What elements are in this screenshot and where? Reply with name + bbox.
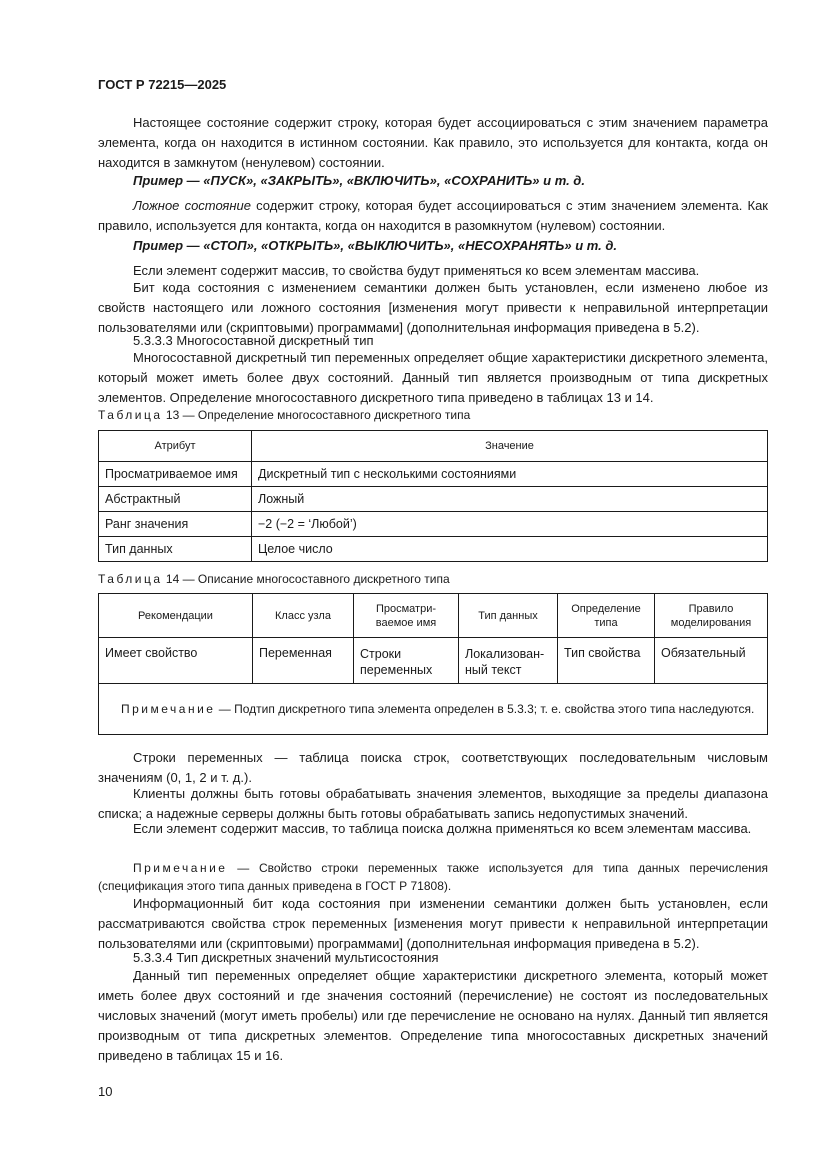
table14-header-row xyxy=(99,594,768,638)
table14-header-node-class: Класс узла xyxy=(253,594,354,638)
table13-caption xyxy=(98,408,470,422)
paragraph-variable-strings: Строки переменных — таблица поиска строк, соответствующих последовательным числовым значениям (0, 1, 2 и т. д.). xyxy=(98,750,768,785)
table-row xyxy=(99,462,768,487)
table14 xyxy=(98,593,768,735)
table14-cell: Тип свойства xyxy=(558,638,655,684)
table13 xyxy=(98,430,768,562)
table13-cell: Дискретный тип с несколькими состояниями xyxy=(252,462,768,487)
table13-cell: Ложный xyxy=(252,487,768,512)
table14-note-label: Примечание xyxy=(121,702,216,716)
table13-cell: −2 (−2 = ‘Любой’) xyxy=(252,512,768,537)
table13-cell: Тип данных xyxy=(99,537,252,562)
table-row xyxy=(99,537,768,562)
table13-header-value: Значение xyxy=(252,431,768,462)
table13-caption-label: Таблица xyxy=(98,408,163,422)
table14-cell: Обязательный xyxy=(655,638,768,684)
table14-note-text: — Подтип дискретного типа элемента определен в 5.3.3; т. е. свойства этого типа наследуются. xyxy=(215,702,755,716)
document-header: ГОСТ Р 72215—2025 xyxy=(98,77,227,92)
table14-cell: Переменная xyxy=(253,638,354,684)
paragraph-clients: Клиенты должны быть готовы обрабатывать значения элементов, выходящие за пределы диапазона списка; а надежные серверы должны быть готовы обрабатывать запись недопустимых значений. xyxy=(98,786,768,821)
table14-caption xyxy=(98,572,450,586)
table-row xyxy=(99,638,768,684)
table14-header-type-definition: Определение типа xyxy=(558,594,655,638)
paragraph-multistate-type: Многосоставной дискретный тип переменных определяет общие характеристики дискретного элемента, который может иметь более двух состояний. Данный тип является производным от типа дискретных элементов. Определение многосоставного дискретного типа приведено в таблицах 13 и 14. xyxy=(98,350,768,405)
table13-header-row xyxy=(99,431,768,462)
table13-caption-text: 13 — Определение многосоставного дискретного типа xyxy=(162,408,471,422)
table13-header-attribute: Атрибут xyxy=(99,431,252,462)
table14-header-browse-name: Просматри-ваемое имя xyxy=(354,594,459,638)
table14-note-row xyxy=(99,684,768,735)
table14-header-recommendations: Рекомендации xyxy=(99,594,253,638)
table14-note xyxy=(99,684,768,735)
table14-cell: Строки переменных xyxy=(354,638,459,684)
table14-cell: Локализован-ный текст xyxy=(459,638,558,684)
table-row xyxy=(99,487,768,512)
section-heading-5333: 5.3.3.3 Многосоставной дискретный тип xyxy=(133,333,374,348)
example-false-state: Пример — «СТОП», «ОТКРЫТЬ», «ВЫКЛЮЧИТЬ», «НЕСОХРАНЯТЬ» и т. д. xyxy=(133,238,618,253)
table14-cell: Имеет свойство xyxy=(99,638,253,684)
table14-header-modelling-rule: Правило моделирования xyxy=(655,594,768,638)
paragraph-status-bit: Бит кода состояния с изменением семантики должен быть установлен, если изменено любое из свойств настоящего или ложного состояния [изменения могут привести к неправильной интерпретации пользователями или (скриптовыми) программами] (дополнительная информация приведена в 5.2). xyxy=(98,280,768,335)
example-true-state: Пример — «ПУСК», «ЗАКРЫТЬ», «ВКЛЮЧИТЬ», «СОХРАНИТЬ» и т. д. xyxy=(133,173,585,188)
paragraph-false-state xyxy=(98,196,768,236)
section-heading-5334: 5.3.3.4 Тип дискретных значений мультисостояния xyxy=(133,950,439,965)
paragraph-false-state-text: содержит строку, которая будет ассоциироваться с этим значением элемента. Как правило, используется для контакта, когда он находится в разомкнутом (нулевом) состоянии. xyxy=(98,198,768,233)
paragraph-info-bit: Информационный бит кода состояния при изменении семантики должен быть установлен, если рассматриваются свойства строк переменных [изменения могут привести к неправильной интерпретации пользователями или (скриптовыми) программами] (дополнительная информация приведена в 5.2). xyxy=(98,896,768,951)
paragraph-true-state: Настоящее состояние содержит строку, которая будет ассоциироваться с этим значением параметра элемента, когда он находится в истинном состоянии. Как правило, это используется для контакта, когда он находится в замкнутом (ненулевом) состоянии. xyxy=(98,115,768,170)
table-row xyxy=(99,512,768,537)
table14-caption-label: Таблица xyxy=(98,572,163,586)
table13-cell: Просматриваемое имя xyxy=(99,462,252,487)
paragraph-array: Если элемент содержит массив, то свойства будут применяться ко всем элементам массива. xyxy=(133,263,700,278)
page-number: 10 xyxy=(98,1084,113,1099)
paragraph-multistate-values: Данный тип переменных определяет общие характеристики дискретного элемента, который может иметь более двух состояний и где значения состояний (перечисление) не состоят из последовательных числовых значений (могут иметь пробелы) или где перечисление не основано на нулях. Данный тип является производным от типа дискретных элементов. Определение типа многосоставных дискретных значений приведено в таблицах 15 и 16. xyxy=(98,968,768,1063)
note-variable-strings xyxy=(98,859,768,895)
note-text: — Свойство строки переменных также используется для типа данных перечисления (спецификация этого типа данных приведена в ГОСТ Р 71808). xyxy=(98,861,768,893)
table13-cell: Ранг значения xyxy=(99,512,252,537)
table13-cell: Абстрактный xyxy=(99,487,252,512)
term-false-state: Ложное состояние xyxy=(133,198,251,213)
table14-caption-text: 14 — Описание многосоставного дискретного типа xyxy=(162,572,450,586)
table13-cell: Целое число xyxy=(252,537,768,562)
table14-header-data-type: Тип данных xyxy=(459,594,558,638)
paragraph-array-lookup: Если элемент содержит массив, то таблица поиска должна применяться ко всем элементам массива. xyxy=(133,821,752,836)
note-label: Примечание xyxy=(133,861,228,875)
